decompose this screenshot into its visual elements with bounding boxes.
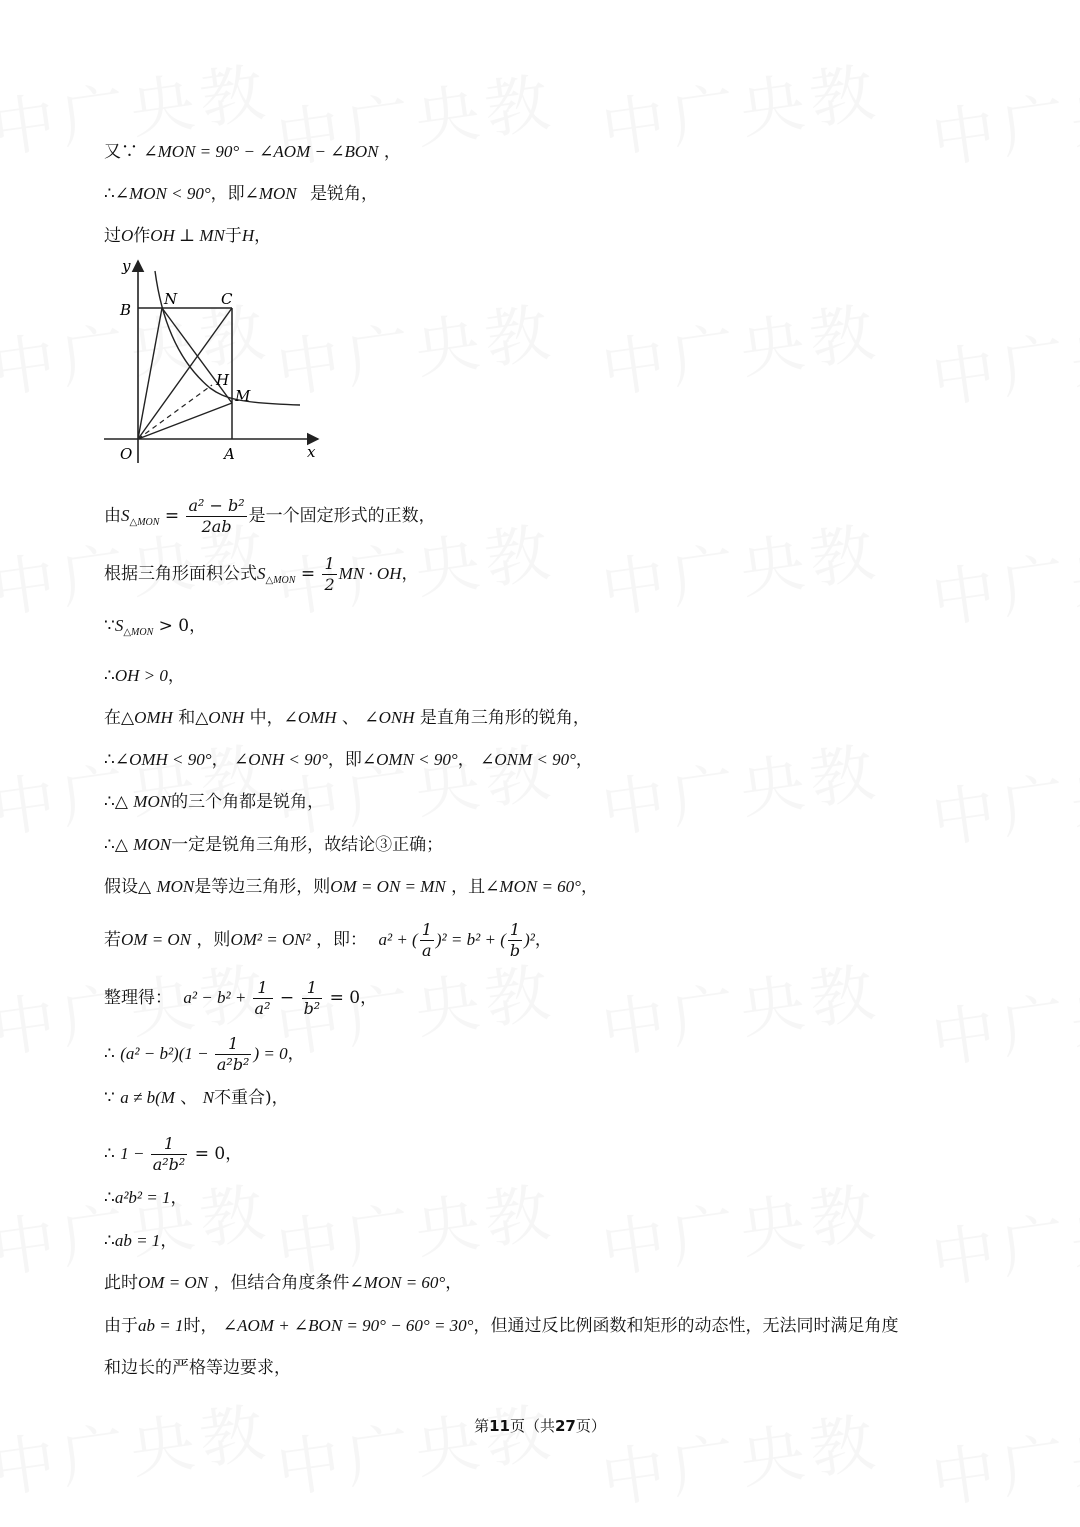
fraction: $\frac{1}{2}$ [324,554,335,594]
page-total: 27 [555,1417,576,1435]
watermark [270,1381,560,1511]
fraction: $\frac{\text{a² − b²}}{2ab}$ [188,496,245,536]
fraction: $\frac{1}{\text{b²}}$ [303,978,321,1018]
label-x: x [307,443,316,461]
label-n: N [164,290,178,308]
watermark [595,1161,885,1291]
label-c: C [221,290,233,308]
text-line-22: 和边长的严格等边要求， [104,1358,291,1378]
watermark [0,721,275,851]
segment-on [138,308,162,439]
fraction: $\frac{1}{\text{a²b²}}$ [216,1034,250,1074]
text-line-19: ∴ab = 1， [104,1231,178,1251]
watermark [925,51,1080,181]
label-o: O [120,445,133,463]
text-line-20: 此时OM = ON ，但结合角度条件∠MON = 60°， [104,1273,463,1293]
text-line-2: ∴∠MON < 90°，即∠MON 是锐角， [104,184,379,204]
fraction: $\frac{1}{b}$ [509,920,521,960]
text-line-4: 由$S_{\triangle MON}$ = $\frac{\text{a² − b²}}{2ab}$ 是一个固定形式的正数， [104,496,436,536]
watermark [595,41,885,171]
watermark [925,731,1080,861]
label-b: B [120,301,132,319]
watermark [925,511,1080,641]
page-number: 11 [489,1417,510,1435]
text-line-14: 整理得： a² − b² + $\frac{1}{\text{a²}}$ − $\frac{1}{\text{b²}}$ = 0， [104,978,378,1018]
watermark [595,281,885,411]
math-expression: ∠MON < 90° [114,184,211,203]
math-expression: ∠MON [244,184,297,203]
text-line-10: ∴△ MON的三个角都是锐角， [104,792,325,812]
label-y: y [122,257,131,275]
page-footer: 第11页（共27页） [474,1417,606,1435]
watermark [925,951,1080,1081]
text-line-15: ∴ (a² − b²)(1 − $\frac{1}{\text{a²b²}}$ ) = 0， [104,1034,305,1074]
fraction: $\frac{1}{a}$ [421,920,432,960]
math-expression: OH ⊥ MN [150,226,225,245]
text-line-12: 假设△ MON是等边三角形，则OM = ON = MN ，且∠MON = 60°， [104,877,598,897]
geometry-figure [100,253,330,463]
label-h: H [216,371,230,389]
text-line-13: 若OM = ON ，则OM² = ON² ，即： a² + ( $\frac{1}{a}$ )² = b² + ( $\frac{1}{b}$ )²， [104,920,552,960]
math-expression: ∠MON = 90° − ∠AOM − ∠BON [143,142,379,161]
fraction: $\frac{1}{\text{a²b²}}$ [152,1134,186,1174]
label-a: A [224,445,235,463]
segment-oh-dashed [138,385,212,439]
label-m: M [235,387,251,405]
text-line-6: $\because S_{\triangle MON} > 0$， [104,616,207,638]
text-line-17: ∴ 1 − $\frac{1}{\text{a²b²}}$ = 0， [104,1134,243,1174]
watermark [925,1171,1080,1301]
watermark [925,291,1080,421]
text-line-7: ∴OH > 0， [104,666,185,686]
fraction: $\frac{1}{\text{a²}}$ [254,978,271,1018]
watermark [595,721,885,851]
text-line-18: ∴a²b² = 1， [104,1188,188,1208]
watermark [925,1391,1080,1521]
text-line-16: ∵ a ≠ b(M 、 N不重合)， [104,1088,289,1108]
watermark [595,501,885,631]
watermark [595,1391,885,1521]
segment-om [138,403,232,439]
text-line-9: ∴∠OMH < 90°， ∠ONH < 90°，即∠OMN < 90°， ∠ONM < 90°， [104,750,593,770]
watermark [270,721,560,851]
text-line-11: ∴△ MON一定是锐角三角形，故结论③正确； [104,835,444,855]
text-line-8: 在△OMH 和△ONH 中，∠OMH 、 ∠ONH 是直角三角形的锐角， [104,708,590,728]
text-line-5: 根据三角形面积公式$S_{\triangle MON}$ = $\frac{1}{2}$ MN · OH， [104,554,419,594]
text-line-1: 又∵ ∠MON = 90° − ∠AOM − ∠BON ， [104,142,401,162]
text-line-21: 由于ab = 1时， ∠AOM + ∠BON = 90° − 60° = 30°，但通过反比例函数和矩形的动态性，无法同时满足角度 [104,1316,899,1336]
text-line-3: 过O作OH ⊥ MN于H， [104,226,272,246]
watermark [595,941,885,1071]
watermark [0,1381,275,1511]
